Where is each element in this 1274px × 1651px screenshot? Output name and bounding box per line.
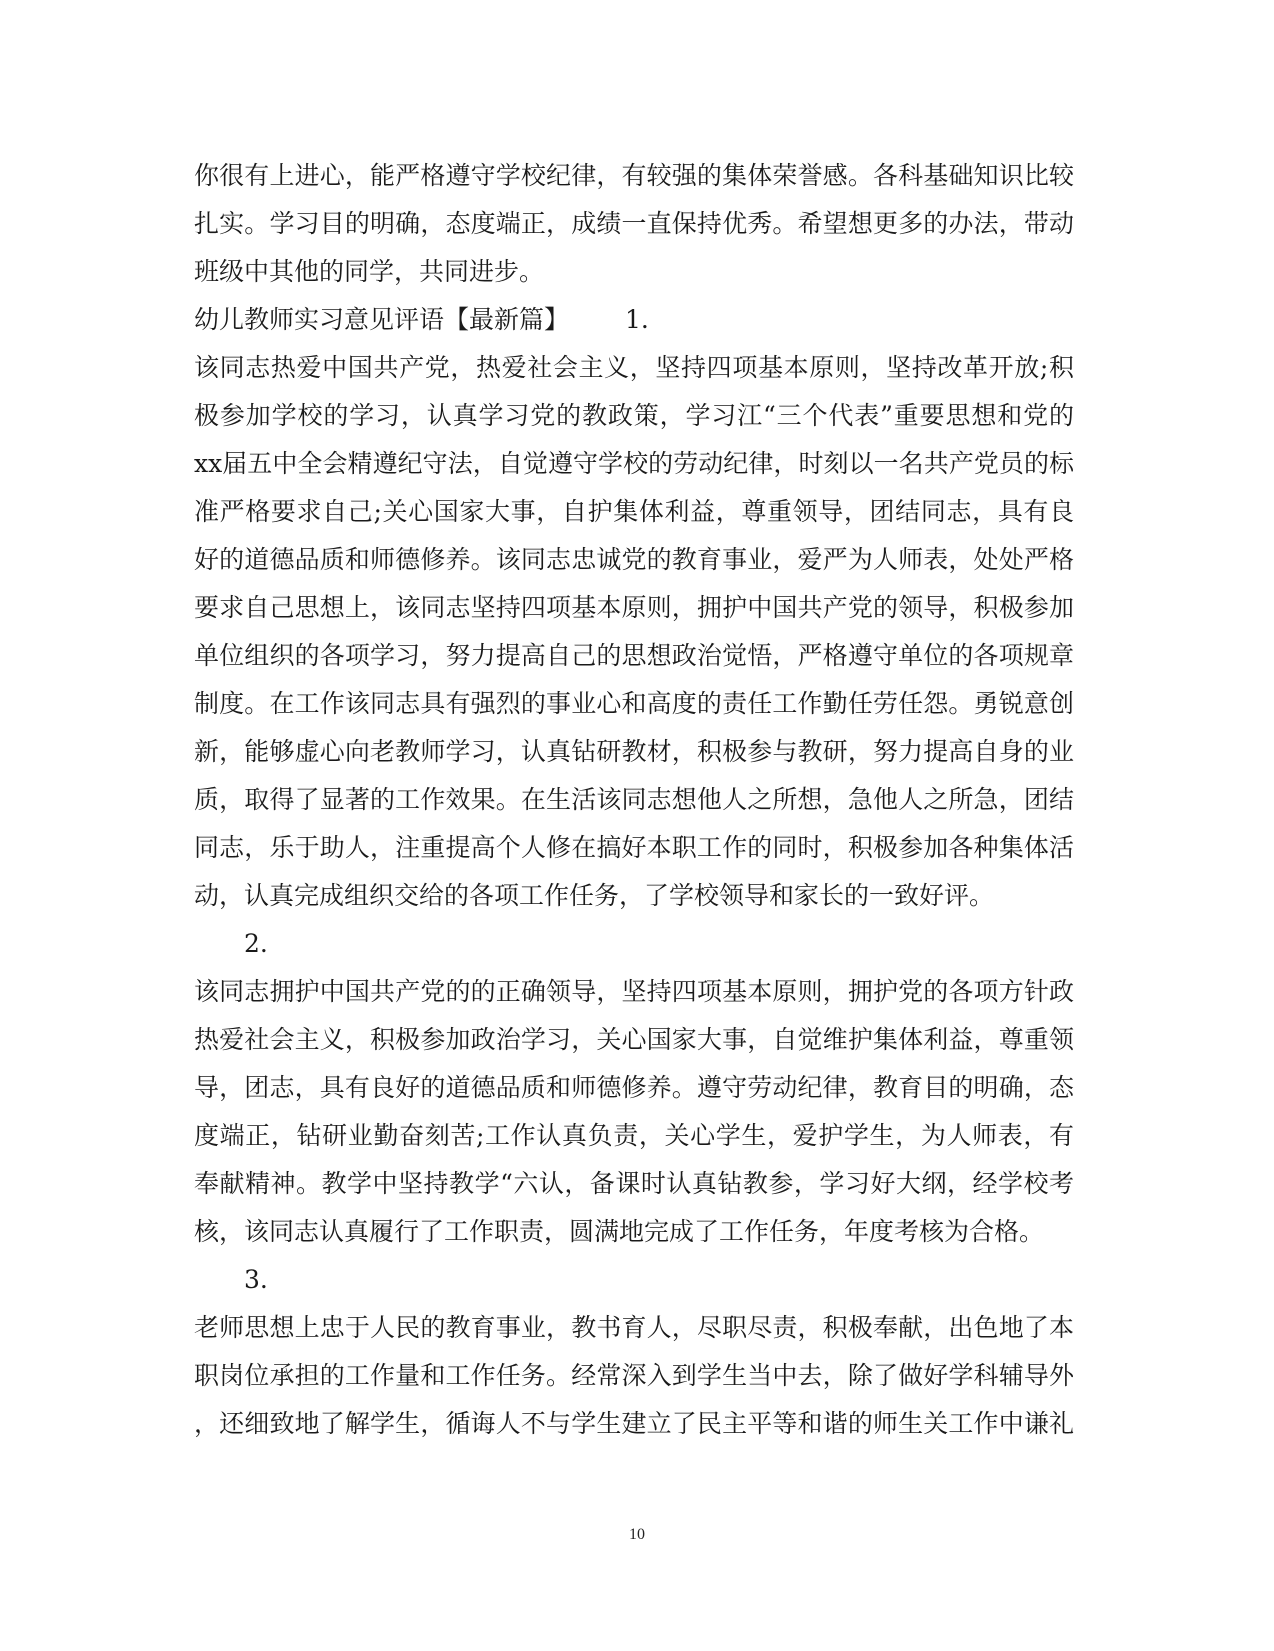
text-line: 导，团志，具有良好的道德品质和师德修养。遵守劳动纪律，教育目的明确，态 (194, 1073, 1074, 1102)
text-line: 好的道德品质和师德修养。该同志忠诚党的教育事业，爱严为人师表，处处严格 (194, 545, 1074, 574)
text-line: 班级中其他的同学，共同进步。 (194, 257, 545, 286)
text-line: 质，取得了显著的工作效果。在生活该同志想他人之所想，急他人之所急，团结 (194, 785, 1074, 814)
item-number: 1. (625, 305, 649, 334)
text-line: 极参加学校的学习，认真学习党的教政策，学习江“三个代表”重要思想和党的 (194, 401, 1074, 430)
text-line: 热爱社会主义，积极参加政治学习，关心国家大事，自觉维护集体利益，尊重领 (194, 1025, 1074, 1054)
section-heading-title: 幼儿教师实习意见评语【最新篇】 (194, 305, 570, 334)
section-heading (194, 296, 1074, 344)
body-text (194, 152, 1074, 1448)
text-line: 该同志拥护中国共产党的的正确领导，坚持四项基本原则，拥护党的各项方针政 (194, 977, 1074, 1006)
page-number: 10 (629, 1526, 645, 1543)
text-line: 扎实。学习目的明确，态度端正，成绩一直保持优秀。希望想更多的办法，带动 (194, 209, 1074, 238)
text-line: 老师思想上忠于人民的教育事业，教书育人，尽职尽责，积极奉献，出色地了本 (194, 1313, 1074, 1342)
text-line: ，还细致地了解学生，循诲人不与学生建立了民主平等和谐的师生关工作中谦礼 (194, 1409, 1074, 1438)
text-line: 你很有上进心，能严格遵守学校纪律，有较强的集体荣誉感。各科基础知识比较 (194, 161, 1074, 190)
item-number: 3. (244, 1265, 268, 1294)
text-line: 要求自己思想上，该同志坚持四项基本原则，拥护中国共产党的领导，积极参加 (194, 593, 1074, 622)
text-line: xx届五中全会精遵纪守法，自觉遵守学校的劳动纪律，时刻以一名共产党员的标 (194, 449, 1074, 478)
text-line: 同志，乐于助人，注重提高个人修在搞好本职工作的同时，积极参加各种集体活 (194, 833, 1074, 862)
text-line: 核，该同志认真履行了工作职责，圆满地完成了工作任务，年度考核为合格。 (194, 1217, 1045, 1246)
text-line: 动，认真完成组织交给的各项工作任务，了学校领导和家长的一致好评。 (194, 881, 995, 910)
text-line: 单位组织的各项学习，努力提高自己的思想政治觉悟，严格遵守单位的各项规章 (194, 641, 1074, 670)
text-line: 制度。在工作该同志具有强烈的事业心和高度的责任工作勤任劳任怨。勇锐意创 (194, 689, 1074, 718)
text-line: 新，能够虚心向老教师学习，认真钻研教材，积极参与教研，努力提高自身的业 (194, 737, 1074, 766)
item-number: 2. (244, 929, 268, 958)
text-line: 奉献精神。教学中坚持教学“六认，备课时认真钻教参，学习好大纲，经学校考 (194, 1169, 1074, 1198)
text-line: 准严格要求自己;关心国家大事，自护集体利益，尊重领导，团结同志，具有良 (194, 497, 1074, 526)
text-line: 该同志热爱中国共产党，热爱社会主义，坚持四项基本原则，坚持改革开放;积 (194, 353, 1074, 382)
text-line: 职岗位承担的工作量和工作任务。经常深入到学生当中去，除了做好学科辅导外 (194, 1361, 1074, 1390)
text-line: 度端正，钻研业勤奋刻苦;工作认真负责，关心学生，爱护学生，为人师表，有 (194, 1121, 1074, 1150)
